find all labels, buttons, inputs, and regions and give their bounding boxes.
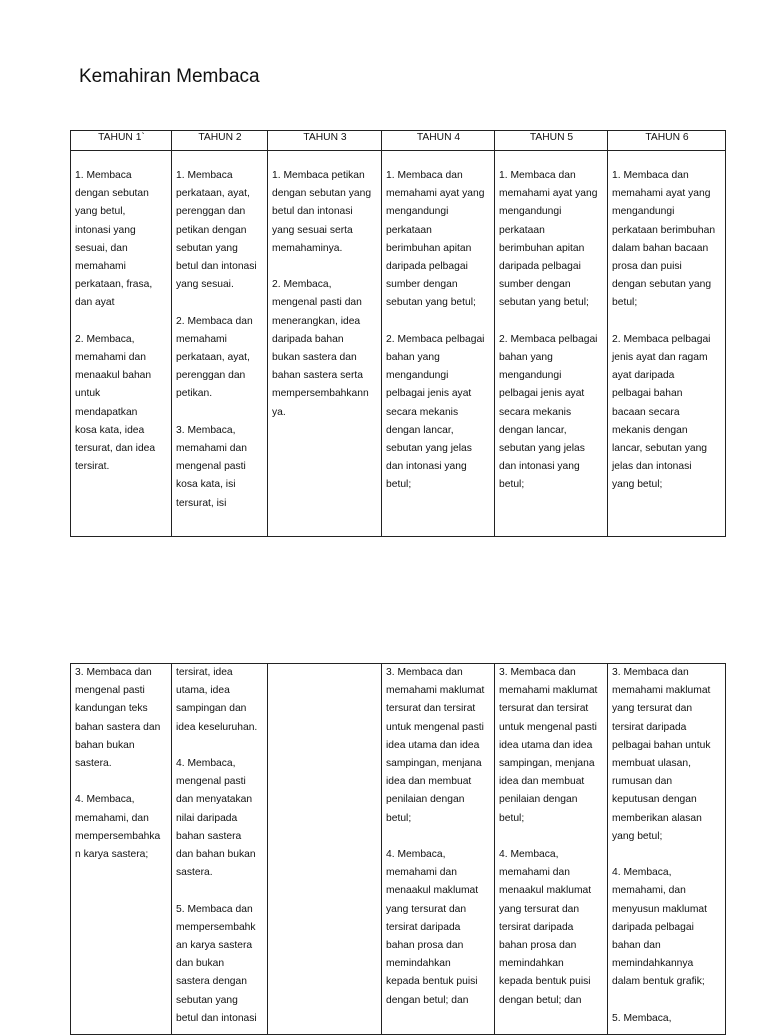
cell-tahun-4 bbox=[382, 664, 495, 1035]
page-title: Kemahiran Membaca bbox=[79, 66, 260, 87]
cell-tahun-3 bbox=[268, 151, 382, 537]
header-row bbox=[71, 131, 726, 151]
skill-item: 2. Membaca pelbagai jenis ayat dan ragam ayat daripada pelbagai bahan bacaan secara mekanis dengan lancar, sebutan yang jelas dan intonasi yang betul; bbox=[612, 333, 711, 491]
skill-item: 1. Membaca dan memahami ayat yang mengandungi perkataan berimbuhan dalam bahan bacaan prosa dan puisi dengan sebutan yang betul; bbox=[612, 170, 716, 309]
cell-tahun-4 bbox=[382, 151, 495, 537]
cell-tahun-3 bbox=[268, 664, 382, 1035]
skill-item: 1. Membaca dengan sebutan yang betul, intonasi yang sesuai, dan memahami perkataan, frasa, dan ayat bbox=[75, 170, 153, 309]
skills-table-part-2 bbox=[70, 663, 726, 1035]
skill-item: 4. Membaca, memahami dan menaakul maklumat yang tersurat dan tersirat daripada bahan prosa dan memindahkan kepada bentuk puisi dengan betul; dan bbox=[386, 849, 479, 1006]
skills-table-part-1 bbox=[70, 130, 726, 537]
skill-item: 3. Membaca, memahami dan mengenal pasti kosa kata, isi tersurat, isi bbox=[176, 424, 247, 509]
header-tahun-6: TAHUN 6 bbox=[608, 131, 726, 151]
cell-tahun-2 bbox=[172, 151, 268, 537]
skill-item: 1. Membaca petikan dengan sebutan yang betul dan intonasi yang sesuai serta memahaminya. bbox=[272, 170, 372, 254]
skill-item: 1. Membaca dan memahami ayat yang mengandungi perkataan berimbuhan apitan daripada pelbagai sumber dengan sebutan yang betul; bbox=[499, 170, 598, 309]
cell-tahun-6 bbox=[608, 151, 726, 537]
skill-item: 3. Membaca dan memahami maklumat tersurat dan tersirat untuk mengenal pasti idea utama dan idea sampingan, menjana idea dan membuat penilaian dengan betul; bbox=[386, 667, 485, 824]
skill-item: 2. Membaca dan memahami perkataan, ayat, perenggan dan petikan. bbox=[176, 315, 253, 400]
skill-item: tersirat, idea utama, idea sampingan dan idea keseluruhan. bbox=[176, 667, 258, 733]
skill-item: 2. Membaca, memahami dan menaakul bahan untuk mendapatkan kosa kata, idea tersurat, dan idea tersirat. bbox=[75, 333, 156, 473]
skill-item: 1. Membaca dan memahami ayat yang mengandungi perkataan berimbuhan apitan daripada pelbagai sumber dengan sebutan yang betul; bbox=[386, 170, 485, 309]
skill-item: 3. Membaca dan memahami maklumat yang tersurat dan tersirat daripada pelbagai bahan untuk membuat ulasan, rumusan dan keputusan dengan memberikan alasan yang betul; bbox=[612, 667, 711, 842]
skill-item: 4. Membaca, memahami, dan menyusun maklumat daripada pelbagai bahan dan memindahkannya dalam bentuk grafik; bbox=[612, 867, 707, 988]
header-tahun-4: TAHUN 4 bbox=[382, 131, 495, 151]
skill-item: 4. Membaca, memahami dan menaakul maklumat yang tersurat dan tersirat daripada bahan prosa dan memindahkan kepada bentuk puisi dengan betul; dan bbox=[499, 849, 592, 1006]
skill-item: 3. Membaca dan mengenal pasti kandungan teks bahan sastera dan bahan bukan sastera. bbox=[75, 667, 161, 770]
header-tahun-3: TAHUN 3 bbox=[268, 131, 382, 151]
skill-item: 2. Membaca pelbagai bahan yang mengandungi pelbagai jenis ayat secara mekanis dengan lancar, sebutan yang jelas dan intonasi yang betul; bbox=[386, 333, 485, 491]
cell-tahun-1 bbox=[71, 151, 172, 537]
skill-item: 2. Membaca, mengenal pasti dan menerangkan, idea daripada bahan bukan sastera dan bahan sastera serta mempersembahkann ya. bbox=[272, 279, 369, 418]
header-tahun-1: TAHUN 1` bbox=[71, 131, 172, 151]
table-row bbox=[71, 664, 726, 1035]
skill-item: 5. Membaca dan mempersembahk an karya sastera dan bukan sastera dengan sebutan yang betul dan intonasi bbox=[176, 903, 257, 1024]
skill-item: 4. Membaca, memahami, dan mempersembahka n karya sastera; bbox=[75, 794, 161, 861]
skill-item: 3. Membaca dan memahami maklumat tersurat dan tersirat untuk mengenal pasti idea utama dan idea sampingan, menjana idea dan membuat penilaian dengan betul; bbox=[499, 667, 598, 824]
table-row bbox=[71, 151, 726, 537]
header-tahun-5: TAHUN 5 bbox=[495, 131, 608, 151]
header-tahun-2: TAHUN 2 bbox=[172, 131, 268, 151]
cell-tahun-6 bbox=[608, 664, 726, 1035]
cell-tahun-5 bbox=[495, 664, 608, 1035]
cell-tahun-5 bbox=[495, 151, 608, 537]
cell-tahun-2 bbox=[172, 664, 268, 1035]
skill-item: 5. Membaca, bbox=[612, 1012, 672, 1024]
cell-tahun-1 bbox=[71, 664, 172, 1035]
skill-item: 1. Membaca perkataan, ayat, perenggan dan petikan dengan sebutan yang betul dan intonasi yang sesuai. bbox=[176, 170, 257, 291]
skill-item: 2. Membaca pelbagai bahan yang mengandungi pelbagai jenis ayat secara mekanis dengan lancar, sebutan yang jelas dan intonasi yang betul; bbox=[499, 333, 598, 491]
skill-item: 4. Membaca, mengenal pasti dan menyatakan nilai daripada bahan sastera dan bahan bukan sastera. bbox=[176, 758, 256, 879]
